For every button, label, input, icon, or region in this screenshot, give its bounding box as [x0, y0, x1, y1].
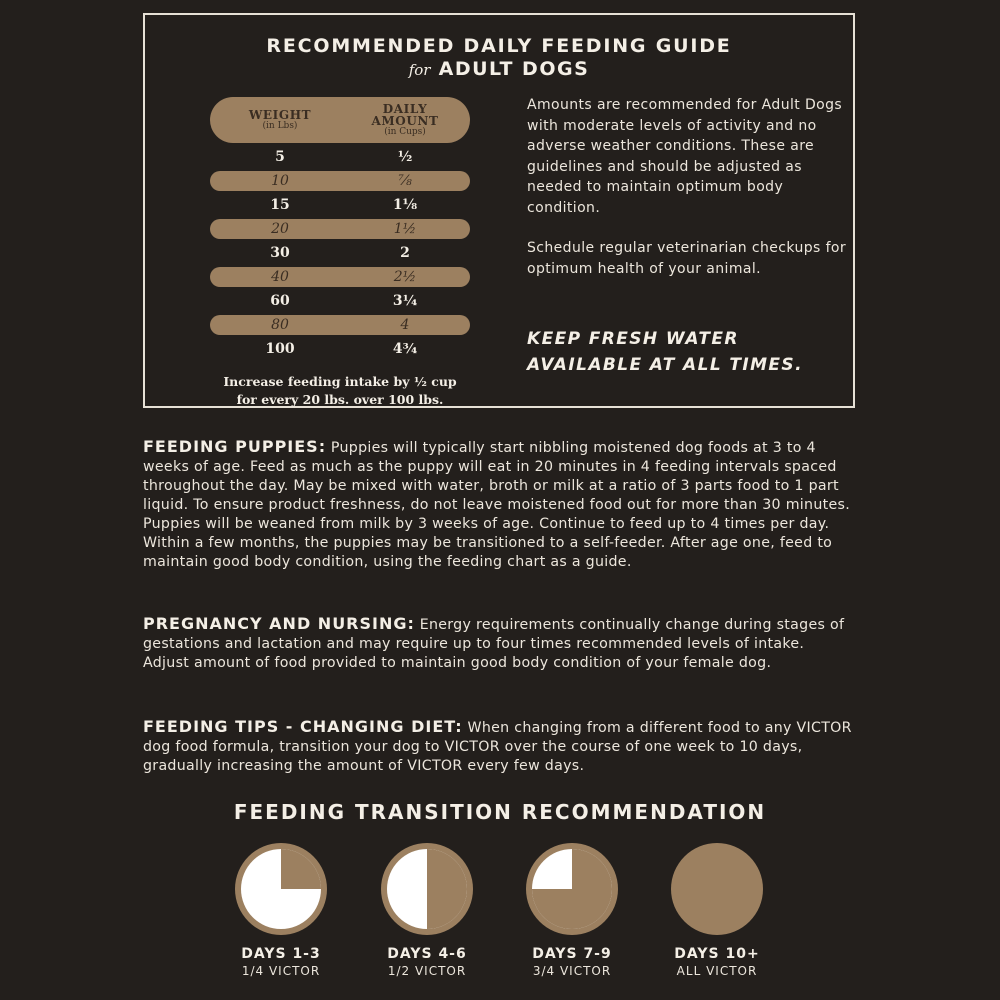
guide-side-text — [527, 95, 847, 279]
table-row — [210, 147, 470, 167]
transition-steps — [0, 842, 1000, 992]
amount-cell: 4¾ — [392, 341, 418, 357]
section-body: Energy requirements continually change during stages of gestations and lactation and may require up to four times recommended levels of intake. Adjust amount of food provided to maintain good body condition of your female dog. — [143, 617, 845, 671]
transition-step — [667, 842, 767, 978]
transition-days-label: DAYS 1-3 — [241, 946, 321, 962]
water-callout-line1: KEEP FRESH WATER — [527, 329, 739, 349]
feeding-table — [210, 97, 470, 409]
amount-cell: 4 — [400, 317, 410, 333]
weight-header-unit: (in Lbs) — [262, 120, 298, 131]
table-row — [210, 243, 470, 263]
water-callout — [527, 326, 847, 378]
feeding-guide-box — [143, 13, 855, 408]
feeding-table-body — [210, 147, 470, 359]
transition-amount-label: ALL VICTOR — [676, 964, 758, 978]
amount-header-unit: (in Cups) — [384, 126, 426, 137]
section-heading: FEEDING PUPPIES: — [143, 437, 327, 456]
table-row — [210, 315, 470, 335]
amount-cell: ⅞ — [398, 173, 412, 189]
pie-slice — [281, 849, 321, 889]
transition-amount-label: 3/4 VICTOR — [532, 964, 612, 978]
guide-subtitle-for: for — [408, 61, 431, 79]
guide-note-checkups: Schedule regular veterinarian checkups for optimum health of your animal. — [527, 240, 847, 277]
guide-note-amounts: Amounts are recommended for Adult Dogs with moderate levels of activity and no adverse weather conditions. These are guidelines and should be adjusted as needed to maintain optimum body condition. — [527, 97, 843, 216]
weight-cell: 60 — [270, 293, 290, 309]
table-note-line1: Increase feeding intake by ½ cup — [223, 374, 457, 389]
section-feeding-tips — [143, 717, 855, 776]
guide-title: RECOMMENDED DAILY FEEDING GUIDE — [266, 35, 732, 57]
weight-cell: 40 — [271, 269, 289, 285]
transition-days-label: DAYS 4-6 — [387, 946, 467, 962]
table-row — [210, 339, 470, 359]
transition-amount-label: 1/2 VICTOR — [387, 964, 467, 978]
pie-base — [677, 849, 757, 929]
weight-cell: 80 — [271, 317, 289, 333]
transition-pie-icon — [380, 842, 474, 936]
transition-step — [522, 842, 622, 978]
amount-cell: 1½ — [393, 221, 417, 237]
section-feeding-puppies — [143, 437, 855, 572]
transition-title: FEEDING TRANSITION RECOMMENDATION — [233, 800, 767, 824]
table-note — [210, 373, 470, 409]
weight-column-header — [210, 109, 350, 131]
feeding-table-header — [210, 97, 470, 143]
weight-cell: 20 — [271, 221, 289, 237]
weight-cell: 5 — [275, 149, 285, 165]
guide-subtitle-main: ADULT DOGS — [438, 58, 590, 80]
amount-cell: 2½ — [393, 269, 417, 285]
transition-step — [377, 842, 477, 978]
amount-header-label: DAILY AMOUNT — [371, 101, 439, 129]
amount-cell: 3¼ — [392, 293, 418, 309]
table-row — [210, 291, 470, 311]
transition-days-label: DAYS 7-9 — [532, 946, 612, 962]
table-row — [210, 171, 470, 191]
section-body: Puppies will typically start nibbling moistened dog foods at 3 to 4 weeks of age. Feed as much as the puppy will eat in 20 minutes in 4 feeding intervals spaced throughout the day. May be mixed with water, broth or milk at a ratio of 3 parts food to 1 part liquid. To ensure product freshness, do not leave moistened food out for more than 30 minutes. Puppies will be weaned from milk by 3 weeks of age. Continue to feed up to 4 times per day. Within a few months, the puppies may be transitioned to a self-feeder. After age one, feed to maintain good body condition, using the feeding chart as a guide. — [143, 440, 851, 570]
transition-step — [231, 842, 331, 978]
weight-cell: 100 — [265, 341, 295, 357]
table-note-line2: for every 20 lbs. over 100 lbs. — [236, 392, 444, 407]
amount-cell: 1⅛ — [392, 197, 418, 213]
water-callout-line2: AVAILABLE AT ALL TIMES. — [527, 355, 803, 375]
weight-cell: 15 — [270, 197, 290, 213]
transition-days-label: DAYS 10+ — [674, 946, 760, 962]
transition-pie-icon — [234, 842, 328, 936]
guide-subtitle — [145, 58, 853, 80]
table-row — [210, 219, 470, 239]
amount-cell: 2 — [400, 245, 410, 261]
section-heading: FEEDING TIPS - CHANGING DIET: — [143, 717, 463, 736]
amount-column-header — [350, 103, 460, 138]
amount-cell: ½ — [397, 149, 413, 165]
section-pregnancy-nursing — [143, 614, 855, 673]
weight-cell: 30 — [270, 245, 290, 261]
section-body: When changing from a different food to any VICTOR dog food formula, transition your dog to VICTOR over the course of one week to 10 days, gradually increasing the amount of VICTOR every few days. — [143, 720, 852, 774]
table-row — [210, 195, 470, 215]
transition-pie-icon — [670, 842, 764, 936]
section-heading: PREGNANCY AND NURSING: — [143, 614, 415, 633]
weight-cell: 10 — [271, 173, 289, 189]
weight-header-label: WEIGHT — [248, 107, 312, 122]
transition-pie-icon — [525, 842, 619, 936]
table-row — [210, 267, 470, 287]
transition-amount-label: 1/4 VICTOR — [241, 964, 321, 978]
